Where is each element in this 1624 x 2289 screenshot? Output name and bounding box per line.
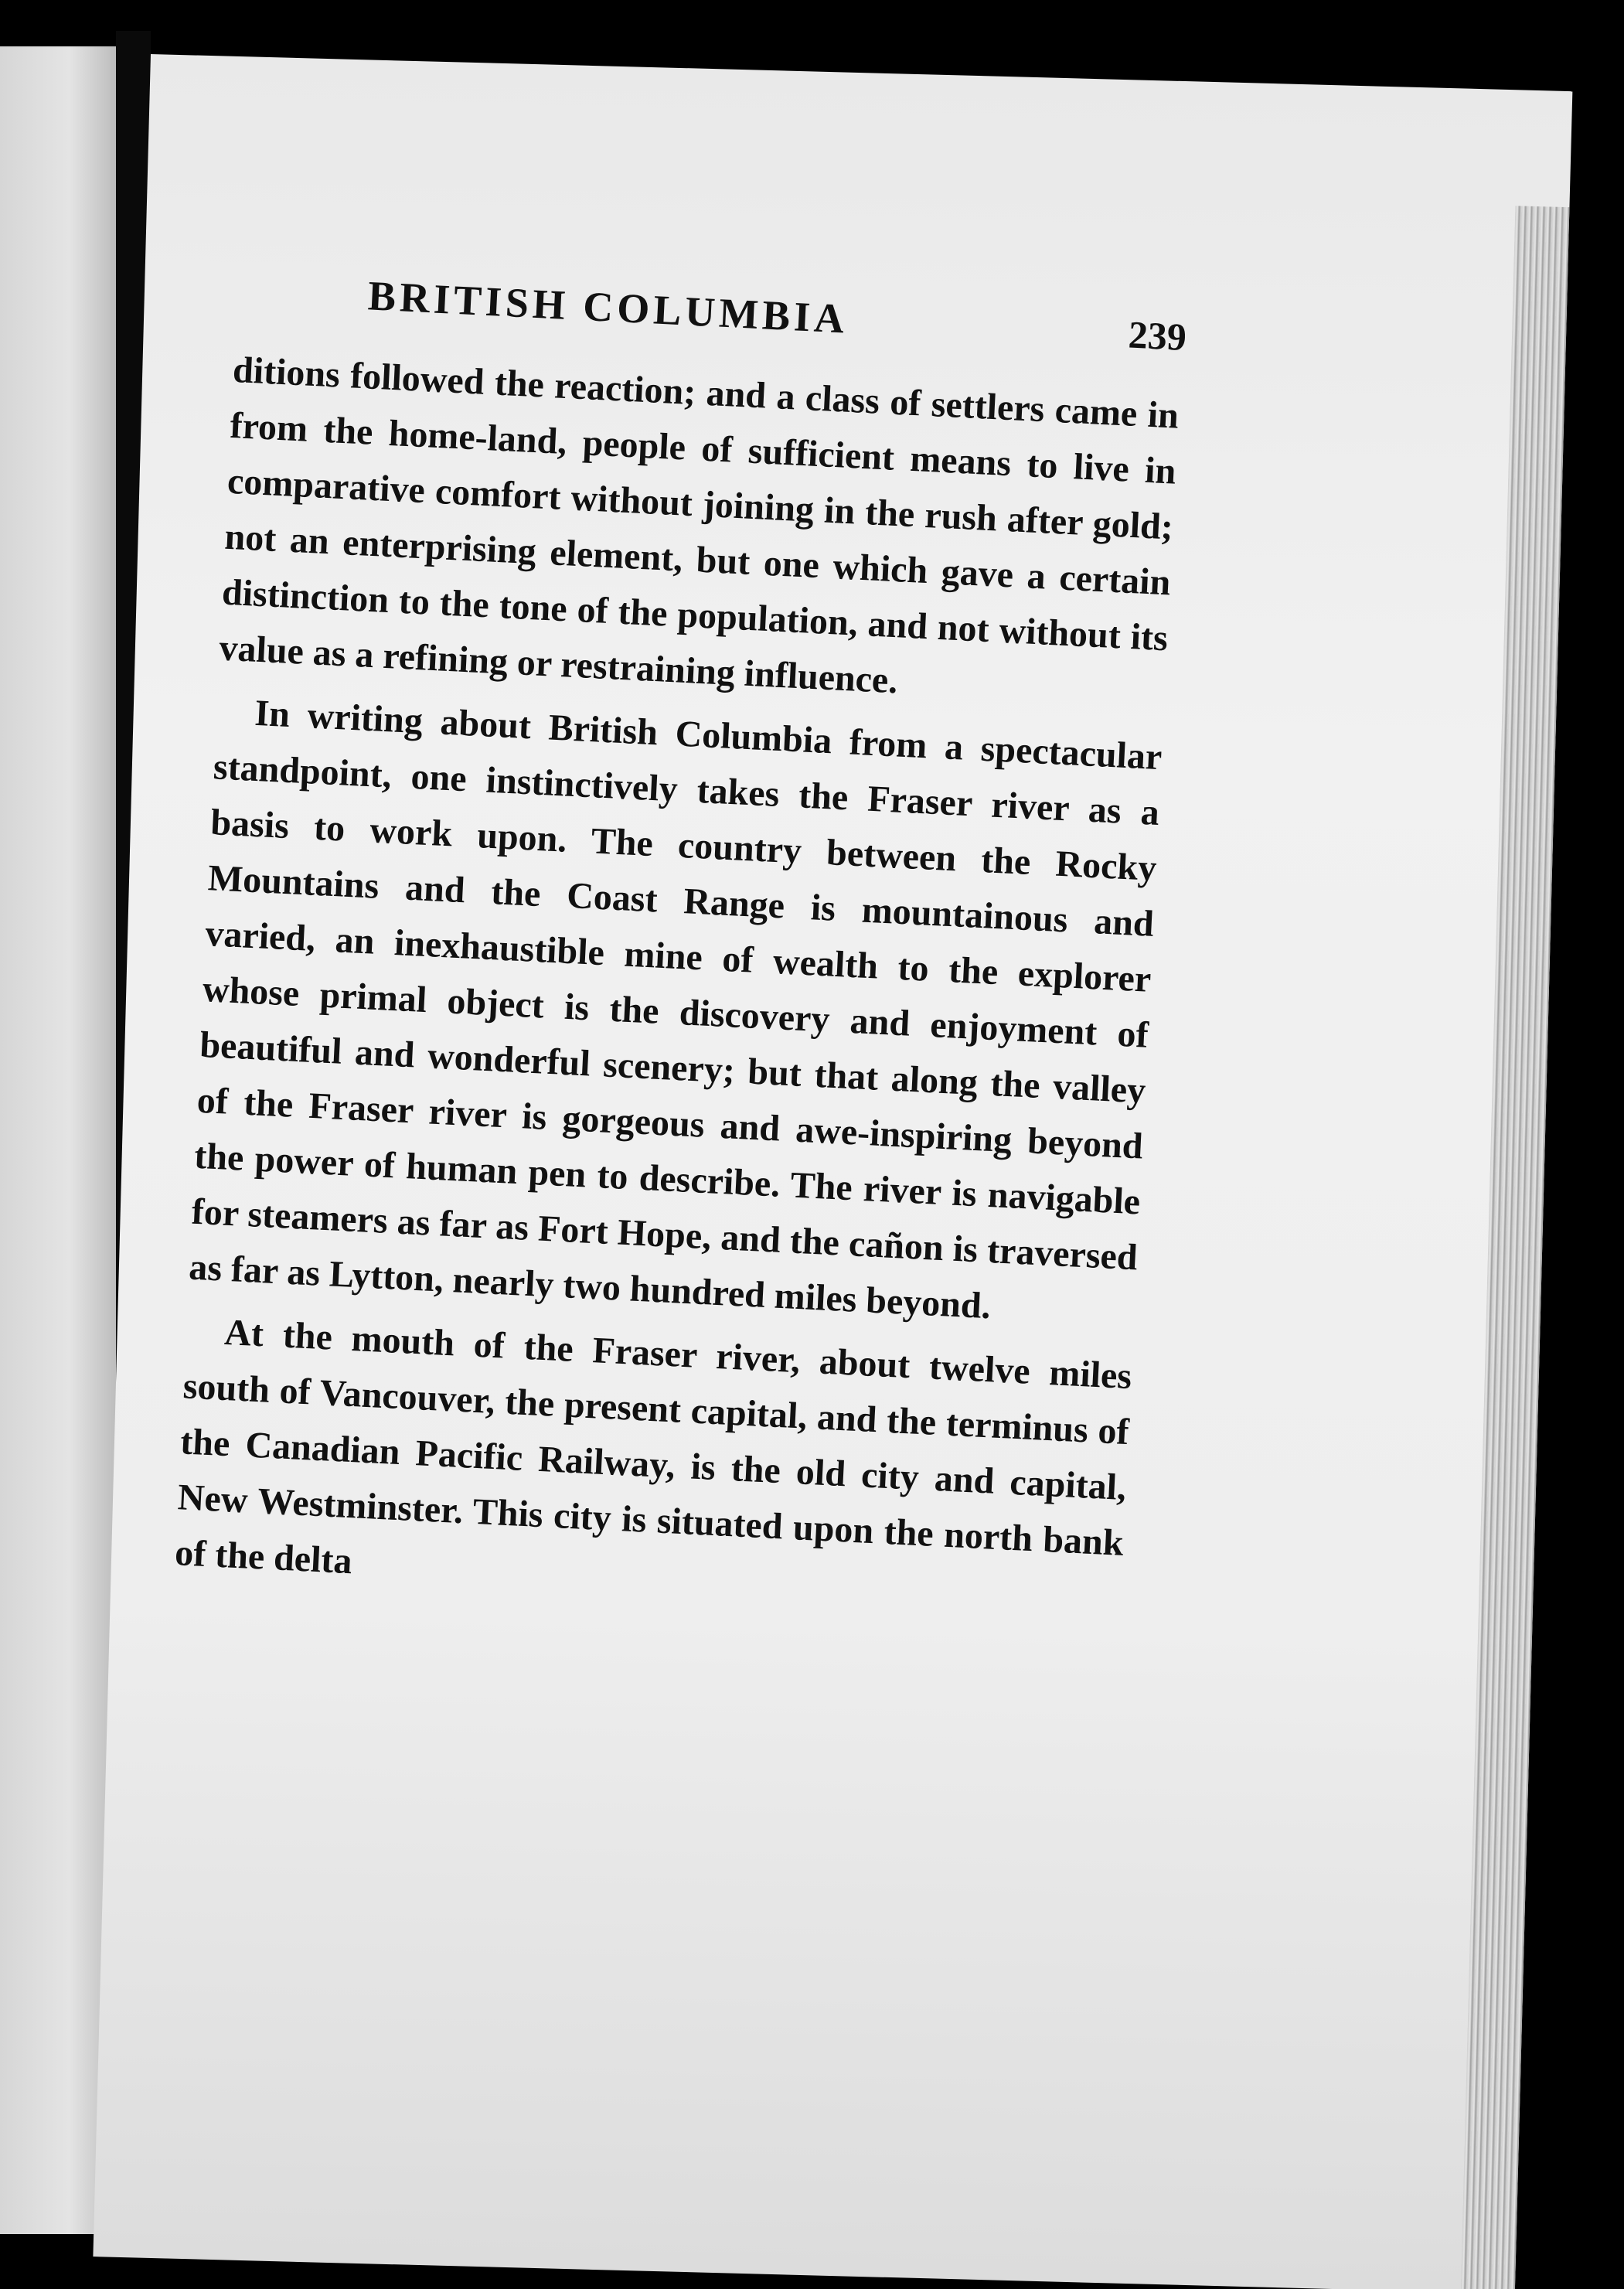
facing-page-edge <box>0 46 116 2234</box>
text-block <box>174 265 1188 1627</box>
paragraph-3: At the mouth of the Fraser river, about twelve miles south of Vancouver, the present capital, and the terminus of the Canadian Pacific Railway, is the old city and capital, New Westminster. This city is situated upon the north bank of the delta <box>174 1311 1133 1582</box>
paragraph-1: ditions followed the reaction; and a class of settlers came in from the home-land, people of sufficient means to live in comparative comfort without joining in the rush after gold; not an enterprising element, but one which gave a certain distinction to the tone of the population, and not without its value as a refining or restraining influence. <box>218 349 1180 702</box>
running-title: BRITISH COLUMBIA <box>366 272 849 342</box>
paragraph-2: In writing about British Columbia from a spectacular standpoint, one instinctively takes the Fraser river as a basis to work upon. The country between the Rocky Mountains and the Coast Range is mountainous and varied, an inexhaustible mine of wealth to the explorer whose primal object is the discovery and enjoyment of beautiful and wonderful scenery; but that along the valley of the Fraser river is gorgeous and awe-inspiring beyond the power of human pen to describe. The river is navigable for steamers as far as Fort Hope, and the cañon is traversed as far as Lytton, nearly two hundred miles beyond. <box>188 692 1163 1327</box>
page-number: 239 <box>1127 312 1188 359</box>
page-stack-edges <box>1459 206 1570 2289</box>
book-page <box>93 54 1572 2289</box>
